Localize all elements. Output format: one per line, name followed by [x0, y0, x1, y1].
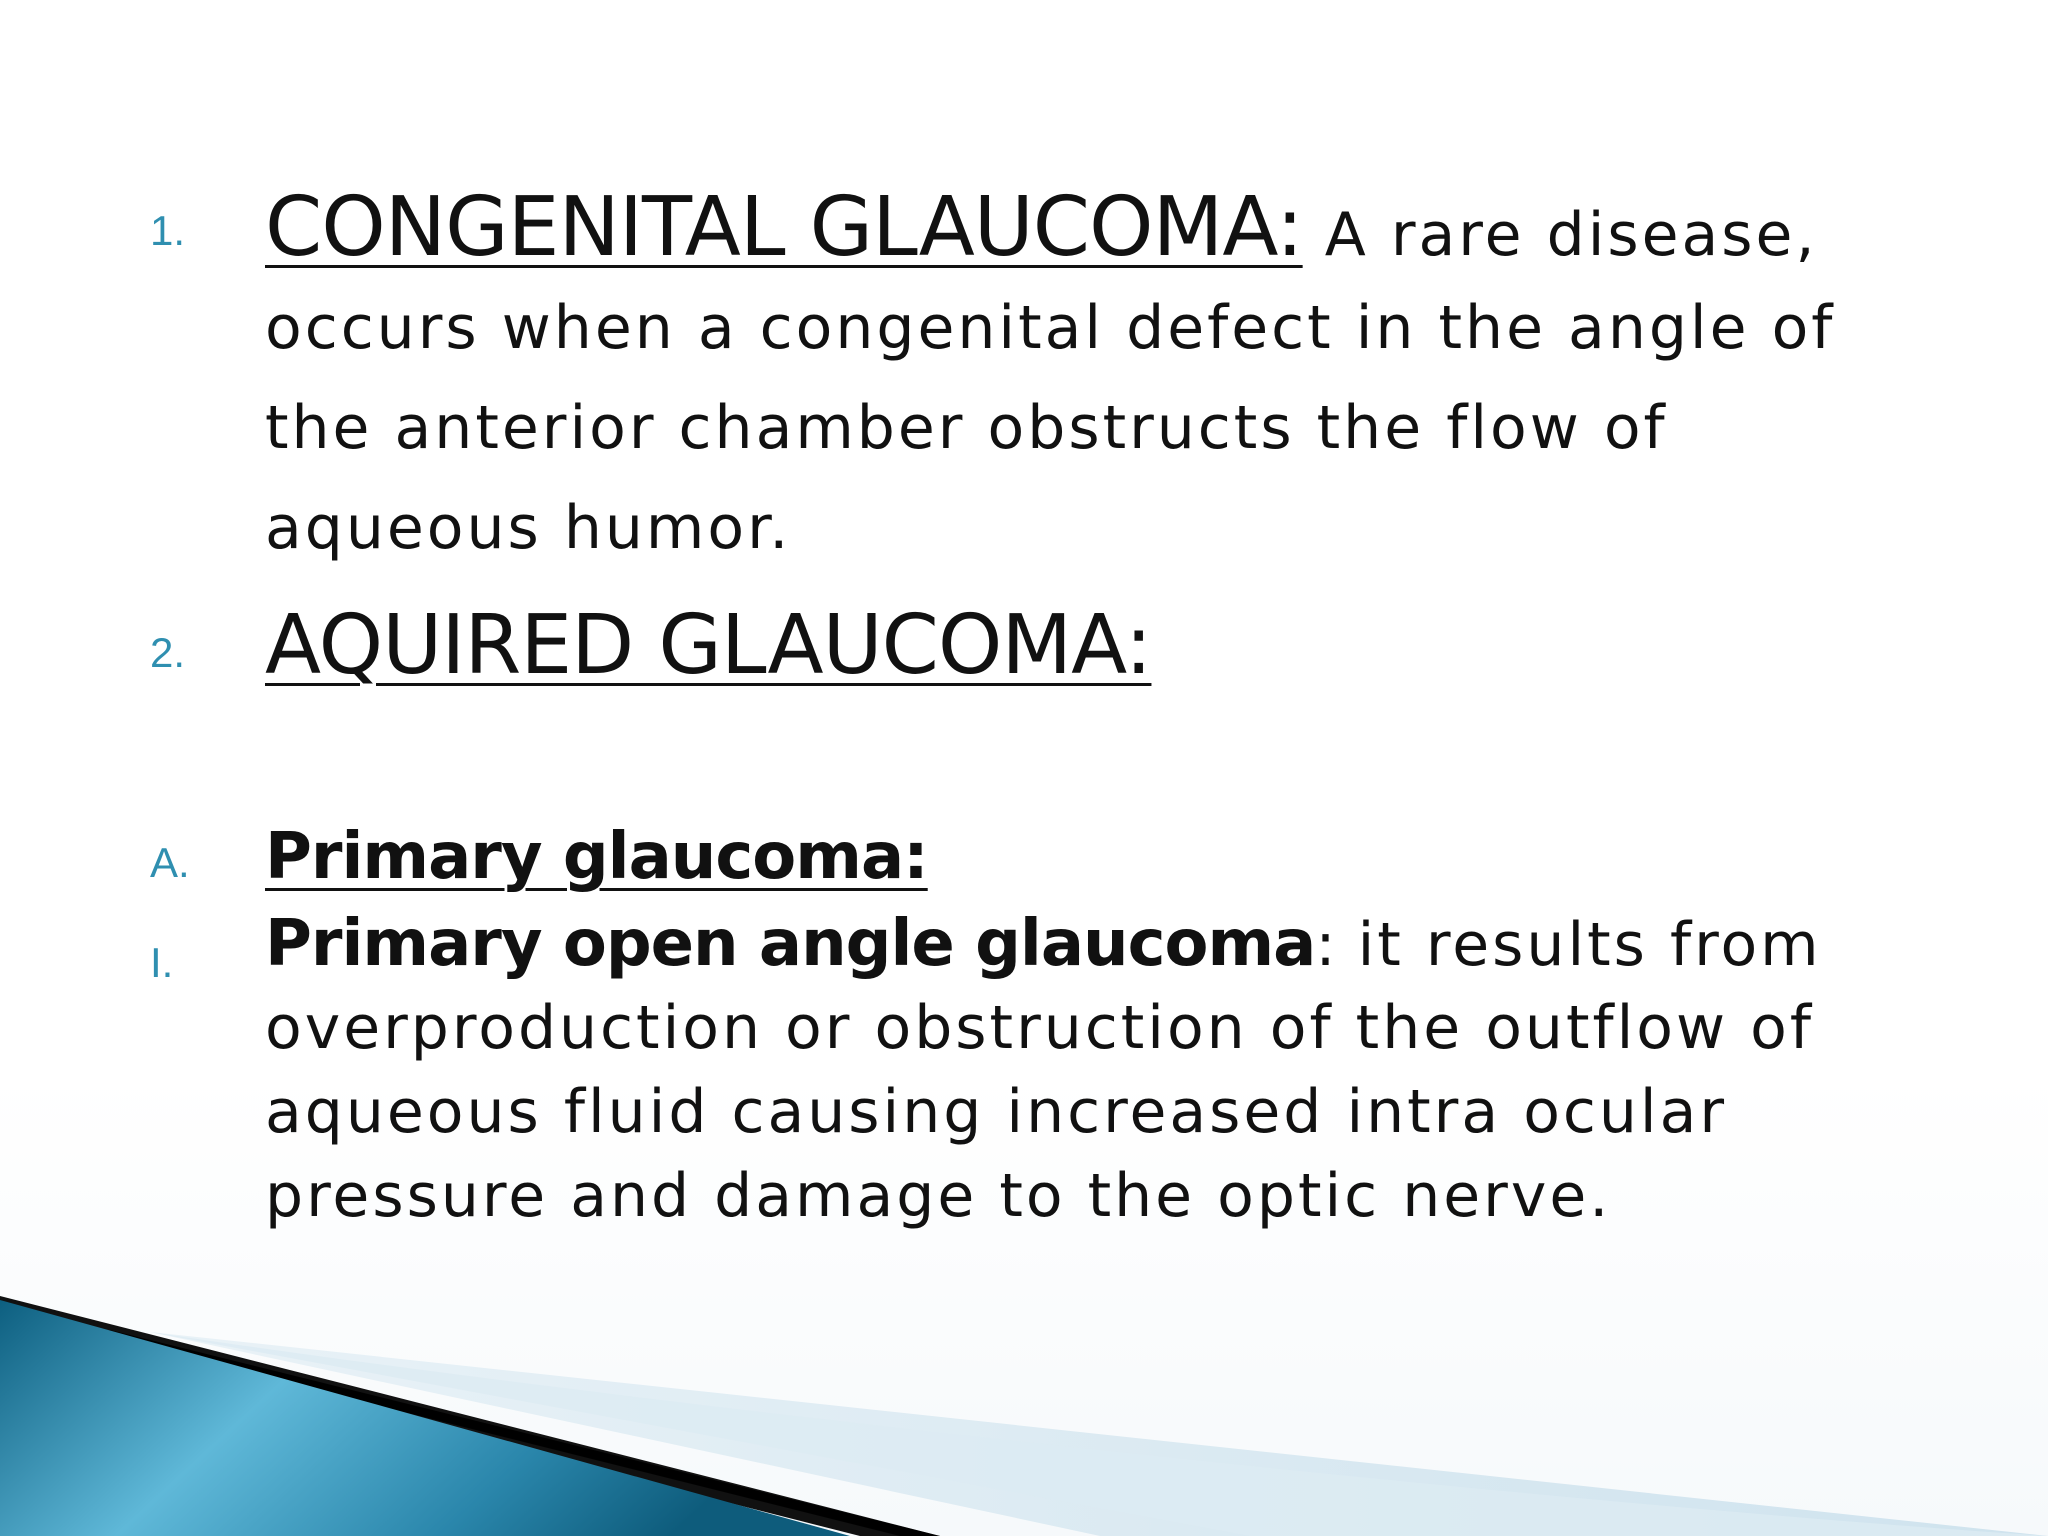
- light-band-shade: [150, 1332, 2048, 1536]
- item-text-line: aqueous humor.: [265, 493, 792, 563]
- item-text-line: aqueous fluid causing increased intra ocular: [265, 1077, 1728, 1147]
- list-marker: I.: [150, 939, 174, 986]
- heading-open-angle: Primary open angle glaucoma: [265, 907, 1316, 981]
- list-marker: 1.: [150, 207, 186, 254]
- black-stripe-edge: [100, 1330, 940, 1536]
- list-marker: 2.: [150, 629, 186, 676]
- item-text-line: the anterior chamber obstructs the flow of: [265, 393, 1668, 463]
- item-content: [265, 178, 1965, 578]
- item-text-line: occurs when a congenital defect in the angle of: [265, 293, 1836, 363]
- item-content: [265, 902, 1965, 1238]
- item-text-line: overproduction or obstruction of the outflow of: [265, 993, 1814, 1063]
- black-stripe: [0, 1296, 940, 1536]
- blue-wedge: [0, 1300, 850, 1536]
- list-marker: A.: [150, 839, 190, 886]
- light-band: [150, 1332, 2048, 1536]
- item-text-line: A rare disease,: [1302, 200, 1818, 270]
- heading-acquired: AQUIRED GLAUCOMA:: [265, 598, 1152, 693]
- item-text-line: it results from: [1335, 910, 1822, 980]
- heading-colon: :: [1315, 910, 1336, 980]
- item-text-line: pressure and damage to the optic nerve.: [265, 1161, 1612, 1231]
- heading-congenital: CONGENITAL GLAUCOMA:: [265, 180, 1303, 275]
- heading-primary-glaucoma: Primary glaucoma:: [265, 820, 928, 894]
